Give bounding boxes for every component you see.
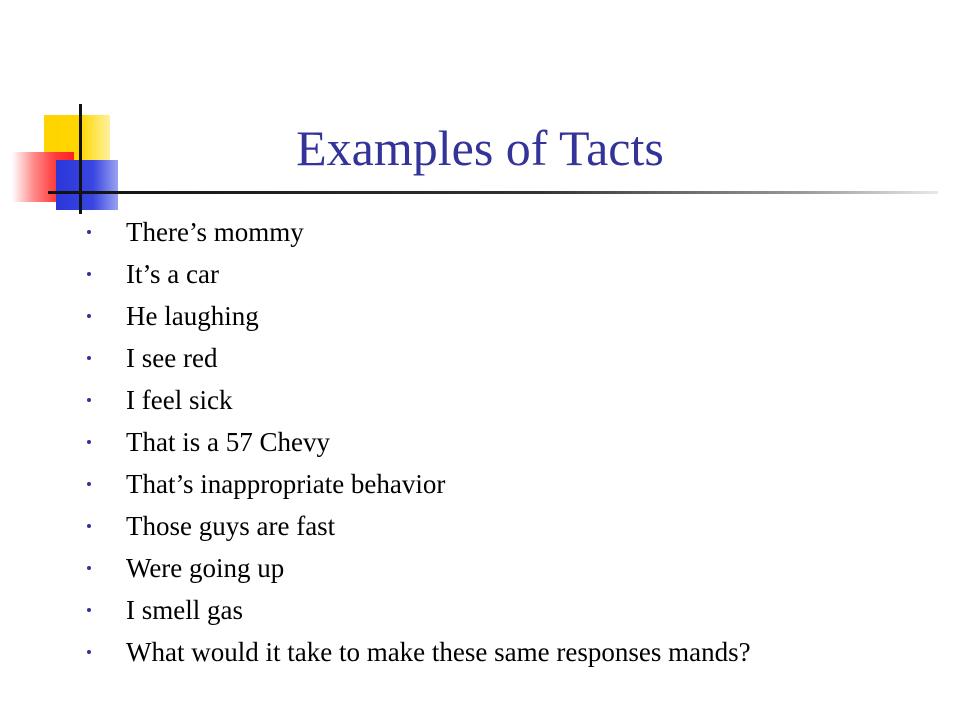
bullet-text: I feel sick: [126, 385, 233, 415]
bullet-text: I smell gas: [126, 595, 243, 625]
bullet-dot-icon: [87, 440, 91, 444]
bullet-dot-icon: [87, 566, 91, 570]
bullet-item: [86, 211, 751, 253]
bullet-dot-icon: [87, 230, 91, 234]
bullet-dot-icon: [87, 524, 91, 528]
bullet-item: [86, 379, 751, 421]
bullet-dot-icon: [87, 314, 91, 318]
bullet-item: [86, 295, 751, 337]
bullet-item: [86, 421, 751, 463]
bullet-item: [86, 505, 751, 547]
bullet-item: [86, 547, 751, 589]
bullet-item: [86, 463, 751, 505]
bullet-item: [86, 631, 751, 673]
bullet-dot-icon: [87, 356, 91, 360]
bullet-text: What would it take to make these same responses mands?: [126, 637, 751, 667]
bullet-text: He laughing: [126, 301, 259, 331]
bullet-dot-icon: [87, 398, 91, 402]
bullet-item: [86, 589, 751, 631]
bullet-text: It’s a car: [126, 259, 219, 289]
bullet-text: Were going up: [126, 553, 285, 583]
bullet-text: I see red: [126, 343, 218, 373]
bullet-item: [86, 337, 751, 379]
bullet-text: There’s mommy: [126, 217, 304, 247]
bullet-text: That is a 57 Chevy: [126, 427, 330, 457]
slide-title-text: Examples of Tacts: [296, 120, 664, 176]
slide-title: [0, 116, 960, 180]
bullet-text: That’s inappropriate behavior: [126, 469, 446, 499]
bullet-dot-icon: [87, 272, 91, 276]
bullet-dot-icon: [87, 650, 91, 654]
bullet-item: [86, 253, 751, 295]
bullet-dot-icon: [87, 608, 91, 612]
title-underline: [48, 191, 938, 194]
bullet-text: Those guys are fast: [126, 511, 336, 541]
bullet-list: [86, 211, 751, 673]
bullet-dot-icon: [87, 482, 91, 486]
